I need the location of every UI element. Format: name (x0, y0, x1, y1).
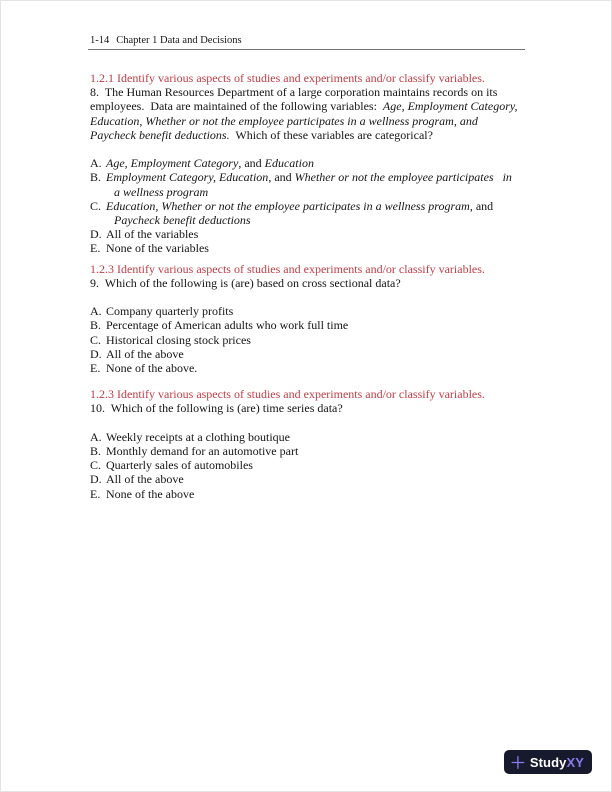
question-section-3 (90, 387, 526, 501)
answer-option-line (90, 227, 526, 241)
question-text-line (90, 401, 526, 415)
answer-option-line (90, 361, 526, 375)
answer-option (90, 199, 526, 227)
answer-option (90, 170, 526, 198)
answer-option (90, 444, 526, 458)
option-letter: E. (90, 486, 101, 501)
question-text-line (90, 85, 526, 99)
option-letter: B. (90, 444, 102, 459)
answer-option-line (90, 304, 526, 318)
option-letter: A. (90, 304, 102, 319)
text-run: None of the above (106, 486, 195, 501)
blank-line (90, 416, 526, 430)
answer-option-line (90, 170, 526, 184)
text-run: Monthly demand for an automotive part (106, 444, 299, 459)
page-number: 1-14 (90, 35, 110, 46)
text-run: Quarterly sales of automobiles (106, 458, 253, 473)
brand-study-text: Study (529, 754, 567, 770)
page-header (90, 35, 242, 47)
text-run: 9. Which of the following is (are) based on cross sectional data? (90, 275, 401, 290)
answer-option-line (90, 199, 526, 213)
option-letter: A. (90, 429, 102, 444)
option-letter: B. (90, 318, 102, 333)
answer-option-line (90, 472, 526, 486)
text-run: All of the above (106, 346, 184, 361)
header-rule (88, 49, 525, 50)
brand-wordmark (530, 756, 584, 769)
text-run: Historical closing stock prices (106, 332, 251, 347)
text-run: Education, Whether or not the employee participates in a wellness program, and (106, 198, 494, 213)
answer-option-line (90, 318, 526, 332)
answer-option (90, 458, 526, 472)
text-run: Paycheck benefit deductions (114, 213, 251, 228)
text-run: None of the variables (106, 241, 209, 256)
text-run: All of the variables (106, 227, 199, 242)
text-run: None of the above. (106, 361, 198, 376)
question-text-line (90, 114, 526, 128)
question-text-line (90, 276, 526, 290)
blank-line (90, 142, 526, 156)
option-letter: E. (90, 241, 101, 256)
option-letter: B. (90, 170, 102, 185)
answer-option-line (90, 347, 526, 361)
chapter-title: Chapter 1 Data and Decisions (116, 35, 242, 46)
text-run: Paycheck benefit deductions. Which of these variables are categorical? (90, 127, 433, 142)
question-sections (90, 71, 526, 501)
answer-option (90, 487, 526, 501)
answer-option (90, 472, 526, 486)
answer-option (90, 361, 526, 375)
option-letter: E. (90, 361, 101, 376)
answer-option (90, 430, 526, 444)
option-letter: C. (90, 332, 102, 347)
learning-objective: 1.2.3 Identify various aspects of studies and experiments and/or classify variables. (90, 261, 485, 276)
answer-option (90, 241, 526, 255)
answer-option (90, 304, 526, 318)
question-section-2 (90, 262, 526, 376)
text-run: Employment Category, Education, and Whether or not the employee participates in (106, 170, 512, 185)
text-run: Age, Employment Category, and Education (106, 156, 314, 171)
answer-option (90, 318, 526, 332)
answer-option-line (90, 444, 526, 458)
text-run: 8. The Human Resources Department of a large corporation maintains records on its (90, 85, 498, 100)
text-run: a wellness program (114, 184, 209, 199)
text-run: All of the above (106, 472, 184, 487)
text-run: Percentage of American adults who work full time (106, 318, 349, 333)
question-text-line (90, 99, 526, 113)
brand-xy-text: XY (566, 754, 584, 770)
learning-objective: 1.2.1 Identify various aspects of studies and experiments and/or classify variables. (90, 71, 485, 85)
option-letter: D. (90, 227, 102, 242)
answer-option-line (90, 458, 526, 472)
answer-option-line (90, 487, 526, 501)
text-run: Education, Whether or not the employee participates in a wellness program, and (90, 113, 478, 128)
option-letter: C. (90, 458, 102, 473)
answer-option-continuation (90, 185, 526, 199)
option-letter: D. (90, 472, 102, 487)
option-letter: D. (90, 346, 102, 361)
option-letter: A. (90, 156, 102, 171)
text-run: 10. Which of the following is (are) time series data? (90, 401, 343, 416)
text-run: employees. Data are maintained of the following variables: Age, Employment Category, (90, 99, 518, 114)
answer-option (90, 347, 526, 361)
question-text-line (90, 128, 526, 142)
answer-option-line (90, 430, 526, 444)
answer-option-line (90, 156, 526, 170)
studyxy-logo-badge (504, 750, 592, 774)
answer-option-continuation (90, 213, 526, 227)
answer-option-line (90, 333, 526, 347)
question-section-1 (90, 71, 526, 256)
option-letter: C. (90, 198, 102, 213)
answer-option-line (90, 241, 526, 255)
learning-objective: 1.2.3 Identify various aspects of studies and experiments and/or classify variables. (90, 387, 485, 402)
answer-option (90, 156, 526, 170)
text-run: Company quarterly profits (106, 304, 234, 319)
blank-line (90, 290, 526, 304)
answer-option (90, 333, 526, 347)
text-run: Weekly receipts at a clothing boutique (106, 429, 290, 444)
answer-option (90, 227, 526, 241)
plus-icon (511, 755, 525, 770)
